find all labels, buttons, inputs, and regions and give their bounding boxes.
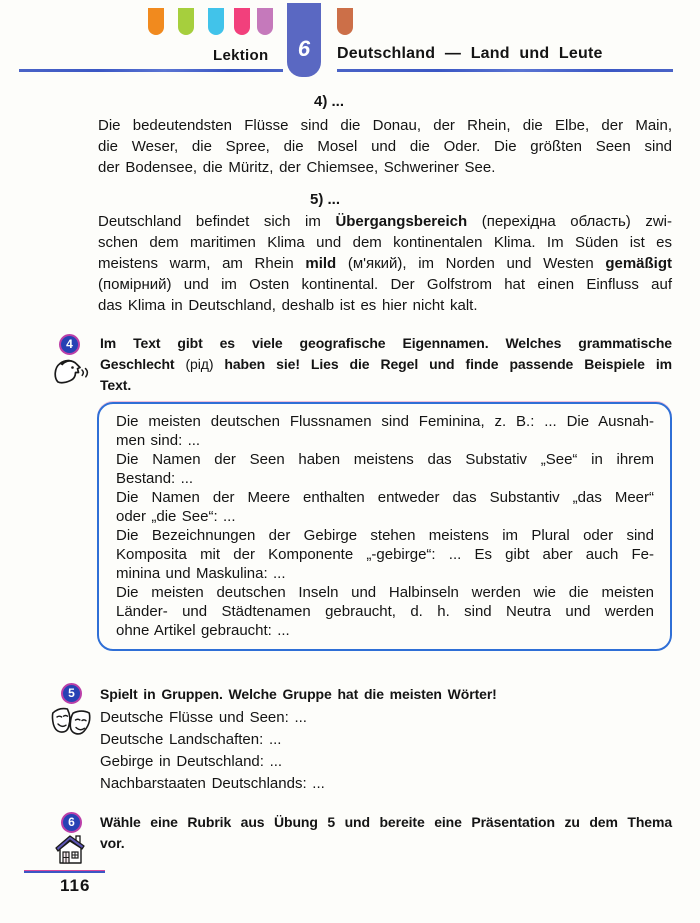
text-line: Wähle eine Rubrik aus Übung 5 und bereite eine Präsentation zu dem Thema [100,814,672,830]
text-line: Geschlecht (рід) haben sie! Lies die Regel und finde passende Beispiele im [100,356,673,372]
bookmark-tab-5 [257,8,273,35]
exercise5-instruction: Spielt in Gruppen. Welche Gruppe hat die meisten Wörter! [100,686,497,702]
list-item: Deutsche Flüsse und Seen: ... [100,709,307,726]
exercise6-number-badge: 6 [61,812,82,833]
exercise5-number-badge: 5 [61,683,82,704]
list-item: Gebirge in Deutschland: ... [100,753,283,770]
text-line: Länder- und Städtenamen gebraucht, d. h. sind Neutra und werden [116,603,654,620]
header-rule-left [19,69,283,72]
text-line: Die meisten deutschen Flussnamen sind Feminina, z. B.: ... Die Ausnah- [116,413,654,430]
text-line: minina und Maskulina: ... [116,565,286,582]
bookmark-tab-2 [178,8,194,35]
text-line: Bestand: ... [116,470,194,487]
text-line: vor. [100,835,125,851]
lesson-number-tab [287,3,321,77]
theater-masks-icon [50,703,94,743]
bookmark-tab-3 [208,8,224,35]
bookmark-tab-1 [148,8,164,35]
text-line: ohne Artikel gebraucht: ... [116,622,290,639]
list-item: Deutsche Landschaften: ... [100,731,282,748]
text-line: die Weser, die Spree, die Mosel und die Oder. Die größten Seen sind [98,138,672,155]
text5-heading: 5) ... [310,191,341,208]
text-line: schen dem maritimen Klima und dem kontinentalen Klima. Im Süden ist es [98,234,672,251]
house-icon [53,832,89,868]
text4-heading: 4) ... [314,93,345,110]
header-rule-right [337,69,673,72]
exercise6-instruction [100,812,672,854]
text-line: Die Namen der Meere enthalten entweder das Substantiv „das Meer“ [116,489,654,506]
text4-paragraph [98,115,672,178]
lesson-number: 6 [297,36,311,61]
text-line: Die bedeutendsten Flüsse sind die Donau, der Rhein, die Elbe, der Main, [98,117,672,134]
lektion-label: Lektion [213,47,269,64]
speaking-head-icon [53,355,90,389]
text-line: (помірний) und im Osten kontinental. Der Golfstrom hat einen Einfluss auf [98,276,672,293]
text-line: Die Bezeichnungen der Gebirge stehen meistens im Plural oder sind [116,527,654,544]
text-line: Komposita mit der Komponente „-gebirge“: ... Es gibt aber auch Fe- [116,546,654,563]
text-line: Deutschland befindet sich im Übergangsbereich (перехідна область) zwi- [98,213,672,230]
page-number: 116 [60,876,91,895]
text-line: oder „die See“: ... [116,508,236,525]
text-line: Die meisten deutschen Inseln und Halbinseln werden wie die meisten [116,584,654,601]
text-line: Die Namen der Seen haben meistens das Substativ „See“ in ihrem [116,451,654,468]
exercise4-instruction [100,333,672,396]
bookmark-tab-7 [337,8,353,35]
exercise5-category-list [100,707,672,795]
text-line: das Klima in Deutschland, deshalb ist es hier nicht kalt. [98,297,478,314]
text-line: Text. [100,377,132,393]
grammar-rule-box [97,402,672,651]
footer-rule [24,870,105,873]
text-line: men sind: ... [116,432,201,449]
text-line: meistens warm, am Rhein mild (м'який), im Norden und Westen gemäßigt [98,255,672,272]
page-title: Deutschland — Land und Leute [337,45,603,62]
text-line: Im Text gibt es viele geografische Eigennamen. Welches grammatische [100,335,672,351]
list-item: Nachbarstaaten Deutschlands: ... [100,775,325,792]
bookmark-tab-4 [234,8,250,35]
exercise4-number-badge: 4 [59,334,80,355]
text5-paragraph [98,211,672,316]
text-line: der Bodensee, die Müritz, der Chiemsee, Schweriner See. [98,159,496,176]
